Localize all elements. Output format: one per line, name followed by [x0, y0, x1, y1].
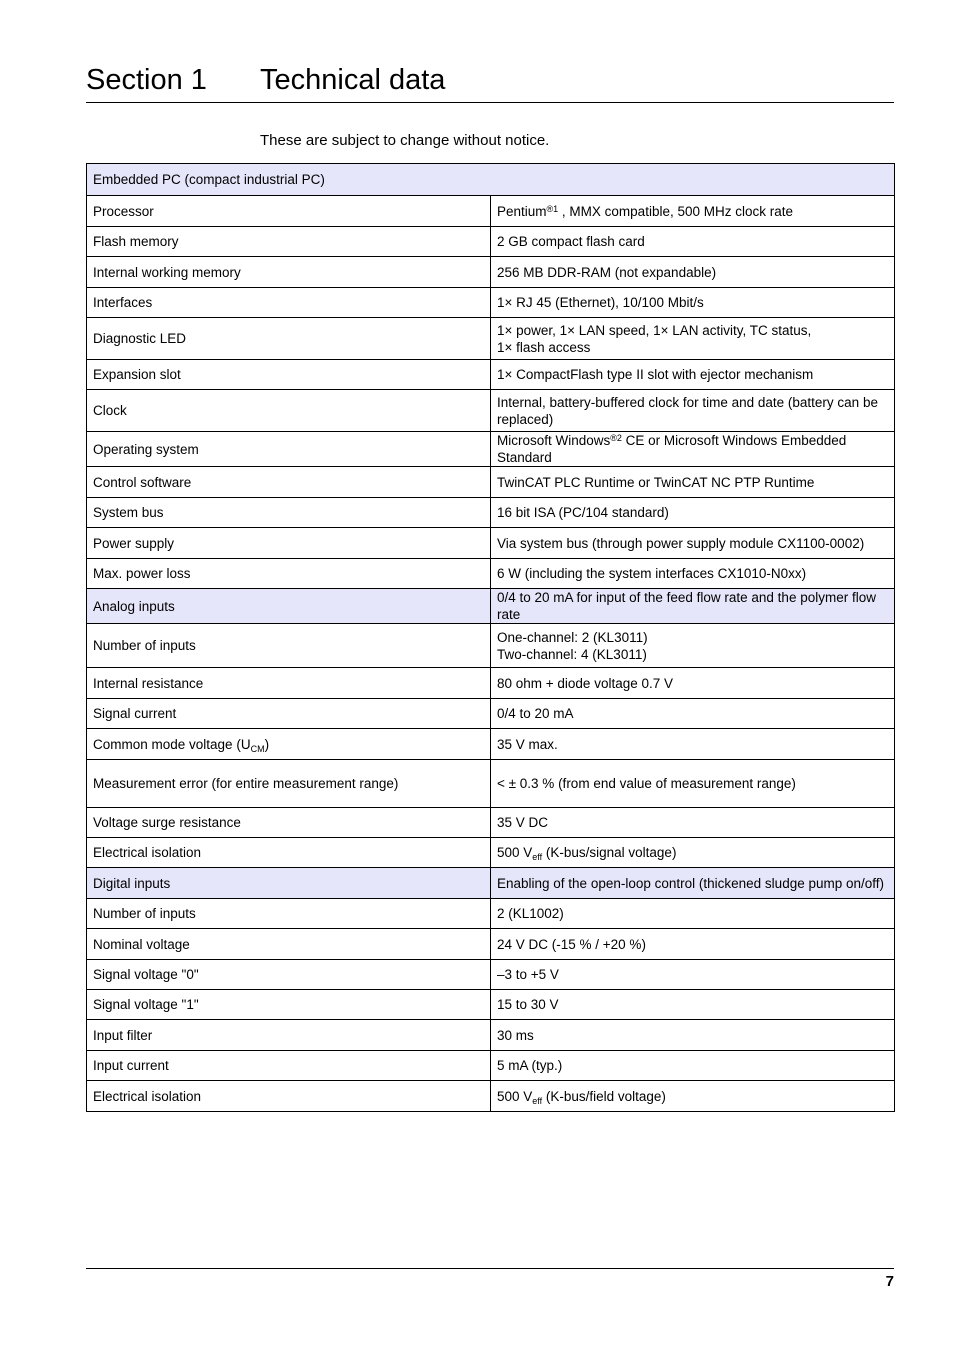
row-label: System bus — [87, 498, 491, 528]
row-value: 24 V DC (-15 % / +20 %) — [491, 929, 895, 960]
table-row — [87, 318, 895, 360]
row-value: 30 ms — [491, 1020, 895, 1051]
table-row — [87, 760, 895, 808]
table-row — [87, 257, 895, 288]
row-value: Enabling of the open-loop control (thickened sludge pump on/off) — [491, 868, 895, 899]
row-value: 500 $V_{eff}$ (K-bus/signal voltage) — [491, 838, 895, 868]
row-value: Microsoft Windows$^{®2}$ CE or Microsoft Windows Embedded Standard — [491, 432, 895, 467]
table-row — [87, 360, 895, 390]
row-label: Internal working memory — [87, 257, 491, 288]
row-label: Interfaces — [87, 288, 491, 318]
row-label: Flash memory — [87, 227, 491, 257]
table-row — [87, 467, 895, 498]
table-row — [87, 729, 895, 760]
table-row — [87, 1020, 895, 1051]
row-label: Signal voltage "0" — [87, 960, 491, 990]
row-value: 0/4 to 20 mA for input of the feed flow rate and the polymer flow rate — [491, 589, 895, 624]
table-row — [87, 699, 895, 729]
section-title: Technical data — [260, 64, 446, 96]
table-row — [87, 1051, 895, 1081]
row-label: Input filter — [87, 1020, 491, 1051]
table-row — [87, 808, 895, 838]
row-value: Via system bus (through power supply module CX1100-0002) — [491, 528, 895, 559]
row-value: 35 V DC — [491, 808, 895, 838]
table-row — [87, 288, 895, 318]
row-value: Internal, battery-buffered clock for time and date (battery can be replaced) — [491, 390, 895, 432]
row-label: Diagnostic LED — [87, 318, 491, 360]
row-label: Internal resistance — [87, 668, 491, 699]
table-row — [87, 990, 895, 1020]
table-row — [87, 528, 895, 559]
row-value: 1× power, 1× LAN speed, 1× LAN activity, TC status, 1× flash access — [491, 318, 895, 360]
row-label: Nominal voltage — [87, 929, 491, 960]
row-label: Processor — [87, 196, 491, 227]
row-value: 1× RJ 45 (Ethernet), 10/100 Mbit/s — [491, 288, 895, 318]
row-value: 15 to 30 V — [491, 990, 895, 1020]
row-label: Max. power loss — [87, 559, 491, 589]
table-row — [87, 432, 895, 467]
row-value: 2 GB compact flash card — [491, 227, 895, 257]
section-heading — [86, 62, 894, 103]
row-label: Signal current — [87, 699, 491, 729]
row-value: 6 W (including the system interfaces CX1010-N0xx) — [491, 559, 895, 589]
table-row — [87, 164, 895, 196]
row-label: Electrical isolation — [87, 1081, 491, 1112]
table-row — [87, 227, 895, 257]
row-value: 256 MB DDR-RAM (not expandable) — [491, 257, 895, 288]
table-row — [87, 899, 895, 929]
table-row — [87, 668, 895, 699]
table-row — [87, 196, 895, 227]
table-row — [87, 838, 895, 868]
table-row — [87, 929, 895, 960]
row-value: One-channel: 2 (KL3011) Two-channel: 4 (KL3011) — [491, 624, 895, 668]
row-label: Control software — [87, 467, 491, 498]
technical-data-table — [86, 163, 895, 1112]
page-number: 7 — [885, 1273, 894, 1290]
row-label: Analog inputs — [87, 589, 491, 624]
row-label: Operating system — [87, 432, 491, 467]
row-value: –3 to +5 V — [491, 960, 895, 990]
row-value: 1× CompactFlash type II slot with ejector mechanism — [491, 360, 895, 390]
row-label: Power supply — [87, 528, 491, 559]
row-label: Signal voltage "1" — [87, 990, 491, 1020]
section-number: Section 1 — [86, 64, 207, 96]
row-value: 2 (KL1002) — [491, 899, 895, 929]
row-label: Number of inputs — [87, 899, 491, 929]
row-value: 80 ohm + diode voltage 0.7 V — [491, 668, 895, 699]
table-row — [87, 589, 895, 624]
row-label: Expansion slot — [87, 360, 491, 390]
row-label: Clock — [87, 390, 491, 432]
row-label: Input current — [87, 1051, 491, 1081]
row-label: Digital inputs — [87, 868, 491, 899]
intro-note: These are subject to change without notice. — [260, 132, 550, 149]
table-row — [87, 390, 895, 432]
row-label: Electrical isolation — [87, 838, 491, 868]
row-label: Common mode voltage $(U_{CM})$ — [87, 729, 491, 760]
row-value: 500 $V_{eff}$ (K-bus/field voltage) — [491, 1081, 895, 1112]
table-row — [87, 624, 895, 668]
row-value: 5 mA (typ.) — [491, 1051, 895, 1081]
row-label: Embedded PC (compact industrial PC) — [87, 164, 895, 196]
table-row — [87, 498, 895, 528]
table-row — [87, 960, 895, 990]
row-value: 0/4 to 20 mA — [491, 699, 895, 729]
row-value: TwinCAT PLC Runtime or TwinCAT NC PTP Runtime — [491, 467, 895, 498]
table-row — [87, 868, 895, 899]
row-value: 35 V max. — [491, 729, 895, 760]
row-label: Number of inputs — [87, 624, 491, 668]
row-label: Voltage surge resistance — [87, 808, 491, 838]
row-value: 16 bit ISA (PC/104 standard) — [491, 498, 895, 528]
row-value: Pentium$^{®1}$ , MMX compatible, 500 MHz clock rate — [491, 196, 895, 227]
row-value: < ± 0.3 % (from end value of measurement range) — [491, 760, 895, 808]
row-label: Measurement error (for entire measurement range) — [87, 760, 491, 808]
table-row — [87, 559, 895, 589]
table-row — [87, 1081, 895, 1112]
footer-divider — [86, 1268, 894, 1269]
